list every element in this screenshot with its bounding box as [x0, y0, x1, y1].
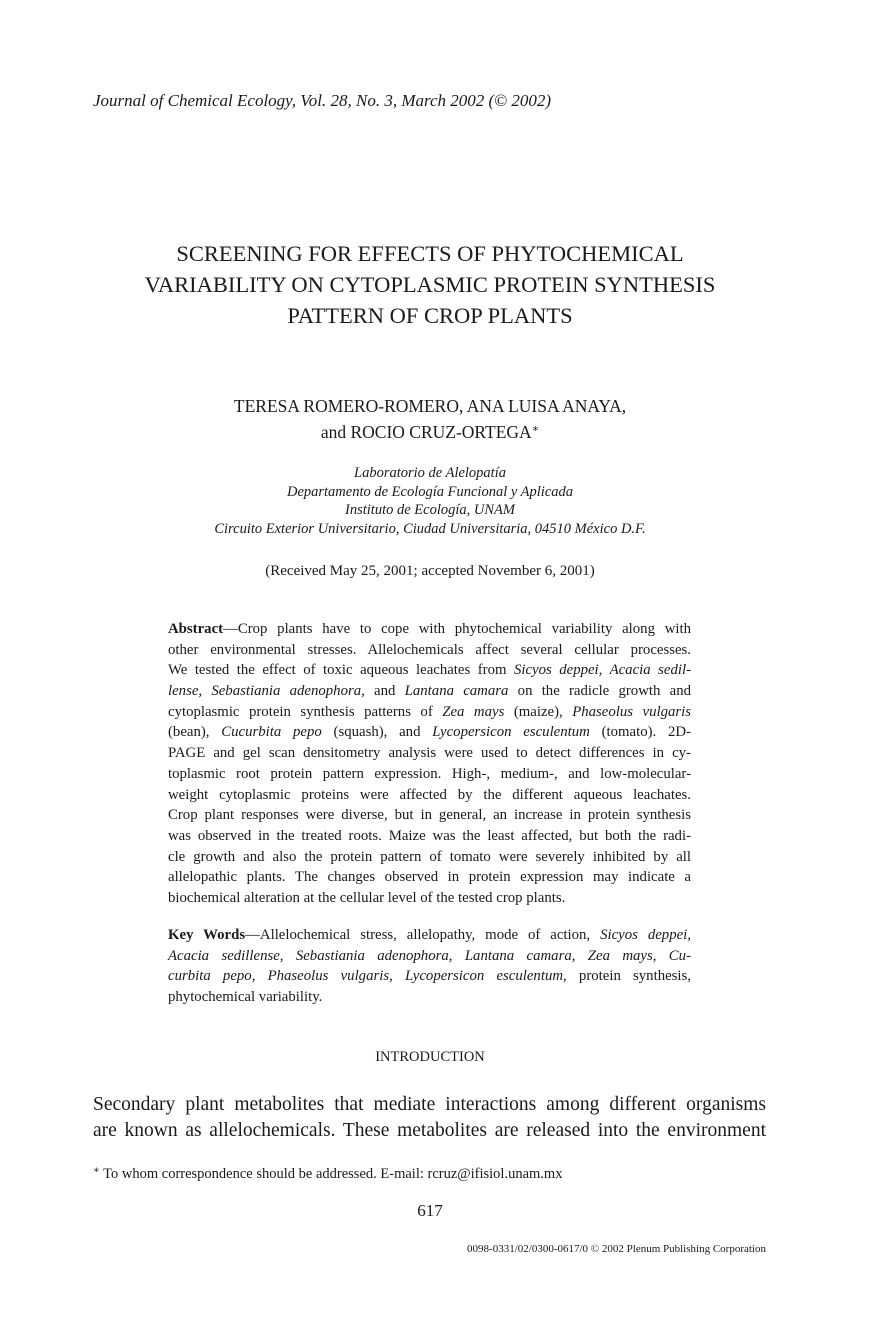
affiliation-line: Departamento de Ecología Funcional y Aplicada	[286, 483, 574, 500]
keywords-line: Key Words—Allelochemical stress, allelopathy, mode of action, Sicyos deppei,	[168, 927, 691, 943]
abstract-line: biochemical alteration at the cellular level of the tested crop plants.	[168, 889, 566, 906]
abstract-label: Abstract	[168, 621, 224, 637]
abstract-line: weight cytoplasmic proteins were affected by the different aqueous leachates.	[168, 786, 691, 803]
received-dates: (Received May 25, 2001; accepted November 6, 2001)	[265, 563, 595, 579]
body-line: Secondary plant metabolites that mediate interactions among different organisms	[93, 1094, 766, 1115]
page-number: 617	[417, 1201, 443, 1220]
abstract-line: cytoplasmic protein synthesis patterns of Zea mays (maize), Phaseolus vulgaris	[168, 703, 691, 720]
title-line: VARIABILITY ON CYTOPLASMIC PROTEIN SYNTHESIS	[144, 272, 716, 297]
affiliation	[80, 464, 780, 538]
footnote: ∗ To whom correspondence should be addressed. E-mail: rcruz@ifisiol.unam.mx	[93, 1165, 563, 1182]
affiliation-line: Circuito Exterior Universitario, Ciudad Universitaria, 04510 México D.F.	[214, 520, 646, 537]
abstract-line: lense, Sebastiania adenophora, and Lantana camara on the radicle growth and	[168, 683, 691, 700]
affiliation-line: Laboratorio de Alelopatía	[354, 465, 506, 481]
body-text	[93, 1092, 766, 1144]
key-words	[168, 925, 691, 1008]
journal-citation: Journal of Chemical Ecology, Vol. 28, No. 3, March 2002 (© 2002)	[93, 91, 552, 110]
keywords-line: curbita pepo, Phaseolus vulgaris, Lycopersicon esculentum, protein synthesis,	[168, 968, 691, 985]
abstract-line: allelopathic plants. The changes observed in protein expression may indicate a	[168, 869, 691, 886]
copyright-line: 0098-0331/02/0300-0617/0 © 2002 Plenum Publishing Corporation	[467, 1243, 766, 1255]
title-line: PATTERN OF CROP PLANTS	[287, 303, 573, 328]
abstract-line: was observed in the treated roots. Maize was the least affected, but both the radi-	[168, 827, 691, 844]
abstract-line: We tested the effect of toxic aqueous leachates from Sicyos deppei, Acacia sedil-	[168, 662, 691, 679]
abstract-line: cle growth and also the protein pattern of tomato were severely inhibited by all	[168, 848, 691, 865]
author-line: and ROCIO CRUZ-ORTEGA∗	[320, 422, 540, 442]
abstract-line: (bean), Cucurbita pepo (squash), and Lycopersicon esculentum (tomato). 2D-	[168, 724, 692, 741]
abstract-line: PAGE and gel scan densitometry analysis were used to detect differences in cy-	[168, 745, 691, 762]
body-line: are known as allelochemicals. These metabolites are released into the environment	[93, 1120, 766, 1141]
correspondence-mark: ∗	[531, 423, 540, 435]
author-list	[80, 395, 780, 444]
affiliation-line: Instituto de Ecología, UNAM	[345, 502, 515, 518]
author-line: TERESA ROMERO-ROMERO, ANA LUISA ANAYA,	[233, 396, 627, 416]
abstract	[168, 619, 691, 909]
paper-title	[80, 238, 780, 331]
keywords-label: Key Words	[168, 927, 246, 943]
abstract-line: Crop plant responses were diverse, but in general, an increase in protein synthesis	[168, 807, 691, 824]
section-heading: INTRODUCTION	[375, 1049, 485, 1065]
abstract-line: toplasmic root protein pattern expression. High-, medium-, and low-molecular-	[168, 765, 691, 782]
keywords-line: phytochemical variability.	[168, 989, 323, 1006]
abstract-line: other environmental stresses. Allelochemicals affect several cellular processes.	[168, 641, 691, 658]
keywords-line: Acacia sedillense, Sebastiania adenophora, Lantana camara, Zea mays, Cu-	[168, 947, 691, 964]
title-line: SCREENING FOR EFFECTS OF PHYTOCHEMICAL	[176, 241, 684, 266]
footnote-mark: ∗	[93, 1165, 100, 1176]
abstract-line: Abstract—Crop plants have to cope with phytochemical variability along with	[168, 621, 691, 637]
